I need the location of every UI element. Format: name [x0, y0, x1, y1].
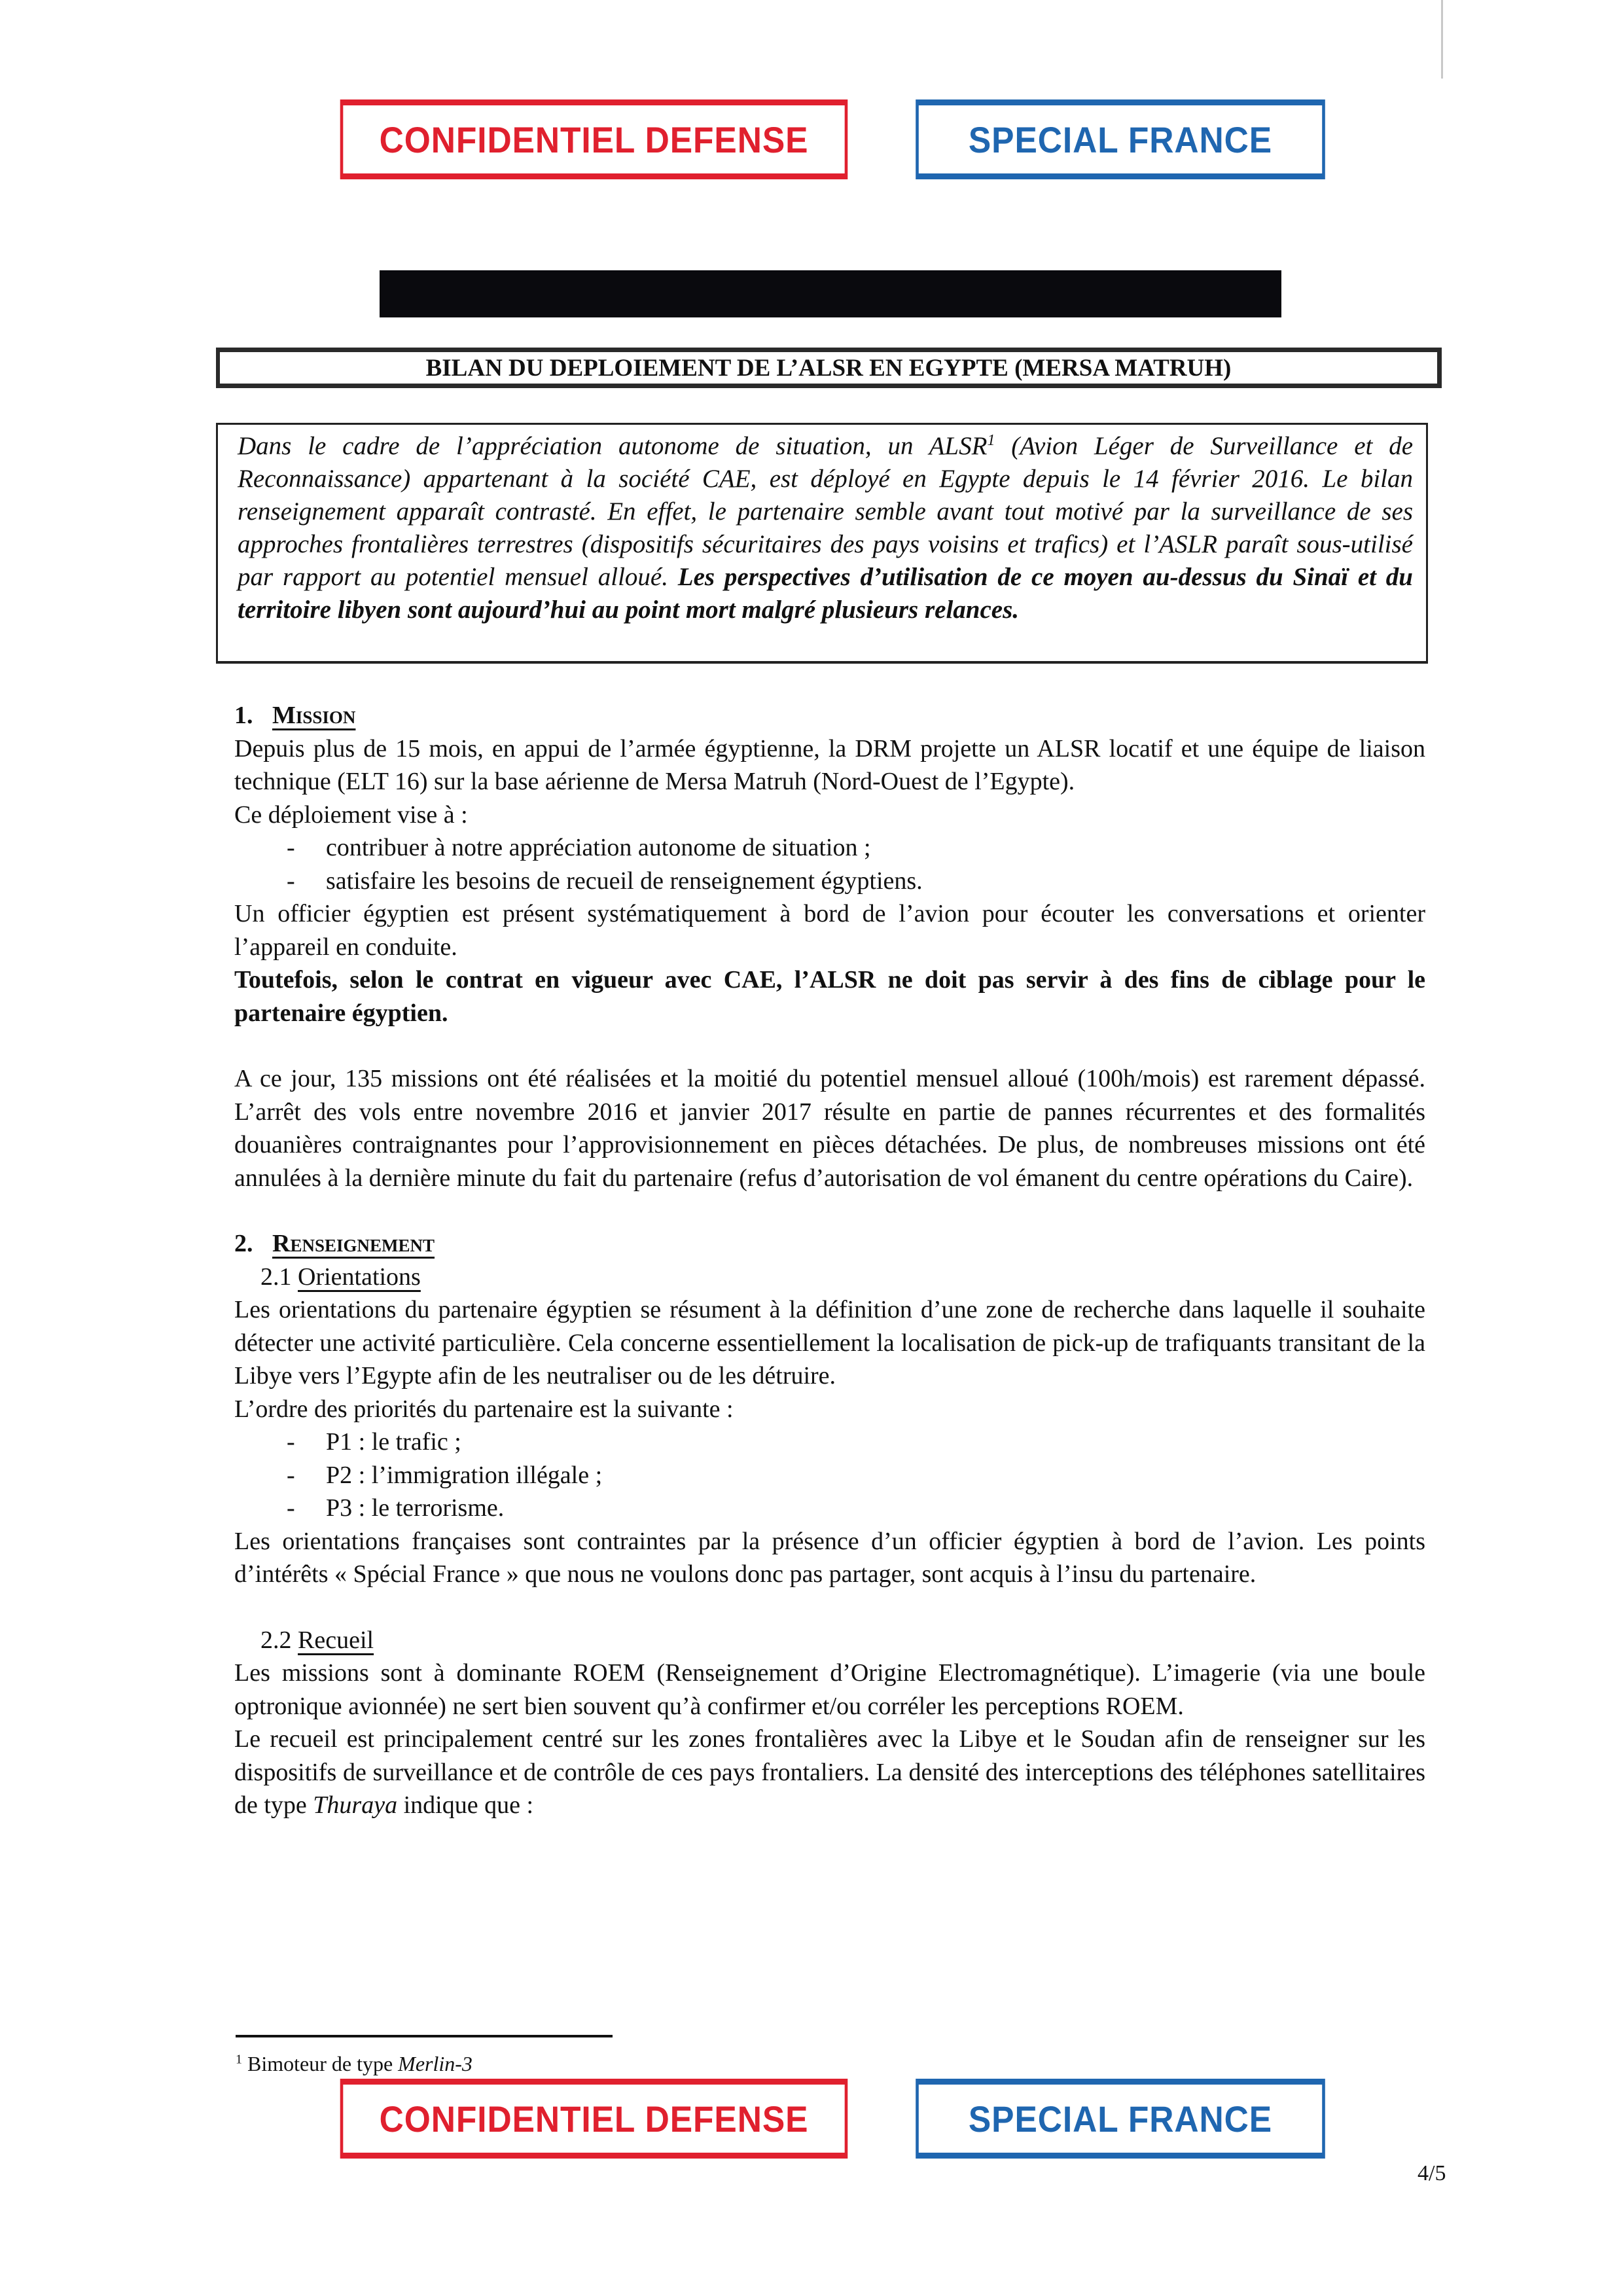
bold-paragraph: Toutefois, selon le contrat en vigueur avec CAE, l’ALSR ne doit pas servir à des fins de ciblage pour le partenaire égyptien. [234, 966, 1425, 1027]
section-number: 2. [234, 1230, 253, 1257]
subsection-heading-recueil [234, 1624, 1425, 1657]
classification-stamp-confidentiel-top [340, 99, 848, 179]
section-heading-mission [234, 699, 1425, 732]
footnote-separator [236, 2035, 613, 2037]
footnote-italic: Merlin-3 [398, 2052, 473, 2075]
page-number: 4/5 [1418, 2161, 1446, 2185]
classification-label: SPECIAL FRANCE [968, 2098, 1273, 2140]
paragraph: Ce déploiement vise à : [234, 800, 468, 829]
list-item [234, 831, 1425, 865]
summary-text-1: Dans le cadre de l’appréciation autonome de situation, un ALSR [238, 432, 988, 460]
paragraph [234, 1723, 1425, 1822]
classification-label: SPECIAL FRANCE [968, 118, 1273, 160]
list-item [234, 1459, 1425, 1492]
section-title: Renseignement [272, 1230, 435, 1257]
scan-edge-line [1441, 0, 1443, 79]
section-number: 1. [234, 702, 253, 729]
paragraph-text: indique que : [397, 1791, 533, 1819]
summary-text-2: (Avion Léger de Surveillance et de Reconnaissance) appartenant à la société CAE, est déployé en Egypte depuis le 14 février 2016. Le bilan renseignement apparaît contrasté. En effet, le partenaire semble avant tout motivé par la surveillance de ses approches frontalières terrestres (dispositifs sécuritaires des pays voisins et trafics) et l’ASLR paraît sous-utilisé par rapport au potentiel mensuel alloué. [238, 432, 1414, 591]
document-title-box [216, 348, 1442, 388]
list-item-text: P2 : l’immigration illégale ; [326, 1461, 603, 1489]
bullet-dash: - [287, 1461, 295, 1489]
classification-label: CONFIDENTIEL DEFENSE [379, 118, 809, 160]
summary-box [216, 423, 1428, 664]
list-item [234, 1426, 1425, 1459]
bullet-dash: - [287, 1494, 295, 1522]
document-title: BILAN DU DEPLOIEMENT DE L’ALSR EN EGYPTE (MERSA MATRUH) [425, 354, 1232, 382]
subsection-number: 2.1 [260, 1263, 292, 1291]
classification-stamp-special-france-top [916, 99, 1325, 179]
subsection-number: 2.2 [260, 1626, 292, 1654]
paragraph: Un officier égyptien est présent systématiquement à bord de l’avion pour écouter les conversations et orienter l’appareil en conduite. [234, 900, 1425, 961]
body-content [234, 699, 1425, 1822]
paragraph: A ce jour, 135 missions ont été réalisées et la moitié du potentiel mensuel alloué (100h/mois) est rarement dépassé. L’arrêt des vols entre novembre 2016 et janvier 2017 résulte en partie de pannes récurrentes et des formalités douanières contraignantes pour l’approvisionnement en pièces détachées. De plus, de nombreuses missions ont été annulées à la dernière minute du fait du partenaire (refus d’autorisation de vol émanent du centre opérations du Caire). [234, 1065, 1425, 1192]
redaction-bar [380, 270, 1281, 317]
paragraph: L’ordre des priorités du partenaire est la suivante : [234, 1395, 734, 1423]
footnote-text: Bimoteur de type [247, 2052, 399, 2075]
list-item-text: P1 : le trafic ; [326, 1428, 461, 1456]
summary-bold-text: Les perspectives d’utilisation de ce moyen au-dessus du Sinaï et du territoire libyen sont aujourd’hui au point mort malgré plusieurs relances. [238, 563, 1414, 624]
bullet-dash: - [287, 834, 295, 861]
footnote [236, 2052, 473, 2076]
bullet-dash: - [287, 1428, 295, 1456]
footnote-number: 1 [236, 2052, 242, 2067]
classification-stamp-special-france-bottom [916, 2079, 1325, 2159]
subsection-heading-orientations [234, 1261, 1425, 1294]
bullet-dash: - [287, 867, 295, 895]
paragraph-text: Le recueil est principalement centré sur les zones frontalières avec la Libye et le Soudan afin de renseigner sur les dispositifs de surveillance et de contrôle de ces pays frontaliers. La densité des interceptions des téléphones satellitaires de type [234, 1725, 1425, 1819]
list-item-text: satisfaire les besoins de recueil de renseignement égyptiens. [326, 867, 923, 895]
paragraph: Depuis plus de 15 mois, en appui de l’armée égyptienne, la DRM projette un ALSR locatif et une équipe de liaison technique (ELT 16) sur la base aérienne de Mersa Matruh (Nord-Ouest de l’Egypte). [234, 734, 1425, 795]
italic-term: Thuraya [313, 1791, 398, 1819]
footnote-reference: 1 [987, 432, 995, 449]
paragraph: Les orientations du partenaire égyptien se résument à la définition d’une zone de recherche dans laquelle il souhaite détecter une activité particulière. Cela concerne essentiellement la localisation de pick-up de trafiquants transitant de la Libye vers l’Egypte afin de les neutraliser ou de les détruire. [234, 1296, 1425, 1390]
list-item [234, 865, 1425, 898]
section-title: Mission [272, 702, 356, 729]
classification-stamp-confidentiel-bottom [340, 2079, 848, 2159]
list-item-text: P3 : le terrorisme. [326, 1494, 505, 1522]
section-heading-renseignement [234, 1227, 1425, 1261]
classification-label: CONFIDENTIEL DEFENSE [379, 2098, 809, 2140]
paragraph: Les orientations françaises sont contraintes par la présence d’un officier égyptien à bord de l’avion. Les points d’intérêts « Spécial France » que nous ne voulons donc pas partager, sont acquis à l’insu du partenaire. [234, 1527, 1425, 1588]
list-item-text: contribuer à notre appréciation autonome de situation ; [326, 834, 871, 861]
subsection-title: Recueil [298, 1626, 374, 1654]
list-item [234, 1492, 1425, 1525]
subsection-title: Orientations [298, 1263, 421, 1291]
paragraph: Les missions sont à dominante ROEM (Renseignement d’Origine Electromagnétique). L’imagerie (via une boule optronique avionnée) ne sert bien souvent qu’à confirmer et/ou corréler les perceptions ROEM. [234, 1659, 1425, 1720]
